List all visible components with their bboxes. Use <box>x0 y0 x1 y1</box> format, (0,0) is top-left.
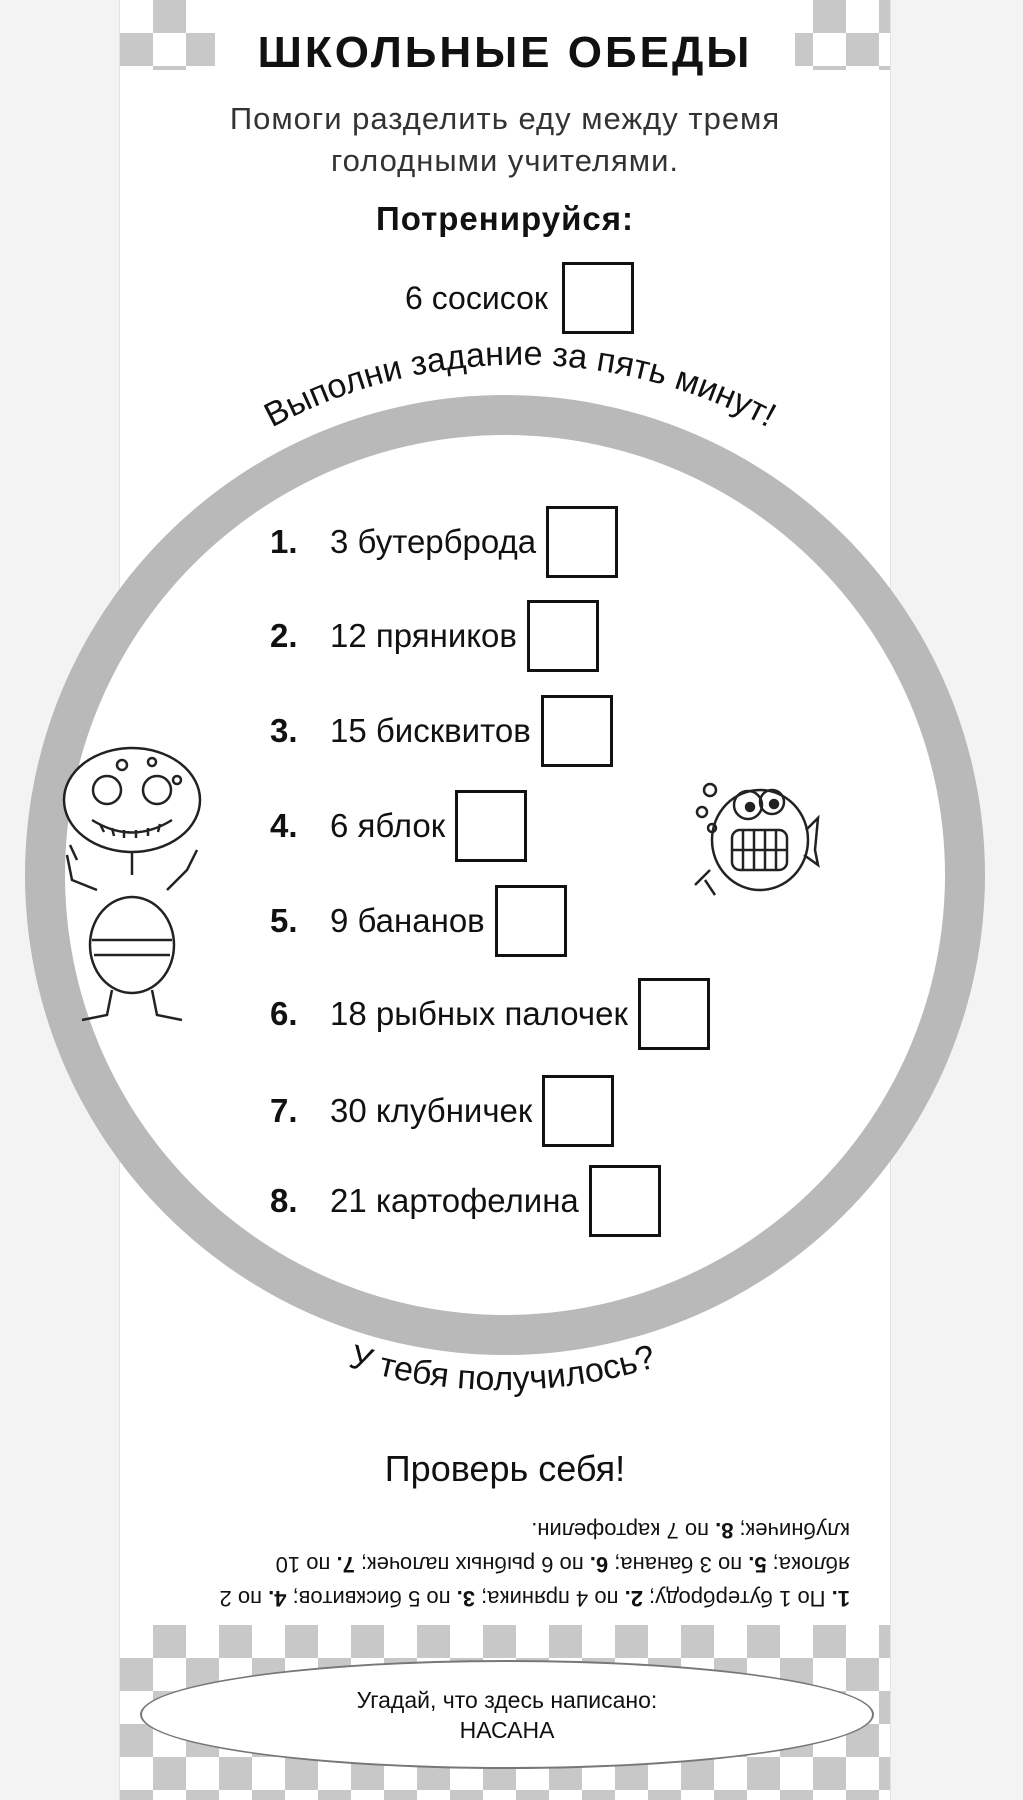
task-label: 6 яблок <box>330 807 446 844</box>
task-label: 9 бананов <box>330 902 485 939</box>
task-item <box>270 885 567 957</box>
task-answer-box[interactable] <box>495 885 567 957</box>
answer-text: по 6 рыбных палочек; <box>354 1552 590 1577</box>
alien-illustration <box>52 740 212 1030</box>
answer-number: 6. <box>589 1552 609 1577</box>
task-item <box>270 506 618 578</box>
task-number: 4. <box>270 807 298 844</box>
task-answer-box[interactable] <box>546 506 618 578</box>
answer-number: 8. <box>715 1518 734 1543</box>
task-item <box>270 1075 614 1147</box>
task-item <box>270 695 613 767</box>
practice-answer-box[interactable] <box>562 262 634 334</box>
subtitle-line-2: голодными учителями. <box>330 143 680 178</box>
answer-text: по 5 бисквитов; <box>286 1586 457 1611</box>
task-number: 5. <box>270 902 298 939</box>
arc-bottom-caption: У тебя получилось? <box>345 1337 660 1398</box>
task-number: 3. <box>270 712 298 749</box>
task-item <box>270 1165 661 1237</box>
task-number: 2. <box>270 617 298 654</box>
task-answer-box[interactable] <box>541 695 613 767</box>
riddle-line-2: НАСАНА <box>459 1716 555 1743</box>
task-answer-box[interactable] <box>527 600 599 672</box>
task-label: 3 бутерброда <box>330 523 537 560</box>
answer-number: 4. <box>268 1586 287 1611</box>
task-answer-box[interactable] <box>589 1165 661 1237</box>
task-label: 21 картофелина <box>330 1182 579 1219</box>
answer-number: 7. <box>336 1552 355 1577</box>
task-answer-box[interactable] <box>542 1075 614 1147</box>
task-number: 8. <box>270 1182 298 1219</box>
answer-text: по 10 клубничек; <box>275 1518 850 1577</box>
subtitle-line-1: Помоги разделить еду между тремя <box>229 101 781 136</box>
task-number: 7. <box>270 1092 298 1129</box>
task-label: 18 рыбных палочек <box>330 995 628 1032</box>
answer-number: 3. <box>456 1586 476 1611</box>
riddle-line-1: Угадай, что здесь написано: <box>356 1686 658 1713</box>
answers-upside-down <box>120 1505 890 1615</box>
answer-text: по 4 пряника; <box>475 1586 625 1611</box>
answer-number: 1. <box>831 1586 850 1611</box>
task-number: 6. <box>270 995 298 1032</box>
practice-item-label: 6 сосисок <box>405 279 548 316</box>
riddle-oval <box>140 1660 874 1769</box>
task-label: 15 бисквитов <box>330 712 531 749</box>
task-label: 12 пряников <box>330 617 517 654</box>
answer-text: по 3 банана; <box>608 1552 749 1577</box>
answer-text: по 2 яблока; <box>219 1552 850 1611</box>
task-label: 30 клубничек <box>330 1092 533 1129</box>
subtitle <box>120 98 890 182</box>
worksheet-card <box>120 0 890 1800</box>
check-heading: Проверь себя! <box>384 1448 626 1489</box>
answer-text: По 1 бутерброду; <box>642 1586 832 1611</box>
task-item <box>270 790 527 862</box>
task-answer-box[interactable] <box>638 978 710 1050</box>
page-title: ШКОЛЬНЫЕ ОБЕДЫ <box>257 28 753 77</box>
answer-number: 2. <box>624 1586 643 1611</box>
task-number: 1. <box>270 523 298 560</box>
fish-illustration <box>690 770 820 920</box>
task-item <box>270 978 710 1050</box>
task-answer-box[interactable] <box>455 790 527 862</box>
answer-number: 5. <box>748 1552 767 1577</box>
answer-text: по 7 картофелин. <box>531 1518 716 1543</box>
practice-item <box>405 262 634 334</box>
arc-top-caption: Выполни задание за пять минут! <box>258 334 783 435</box>
task-item <box>270 600 599 672</box>
practice-heading: Потренируйся: <box>376 200 634 237</box>
